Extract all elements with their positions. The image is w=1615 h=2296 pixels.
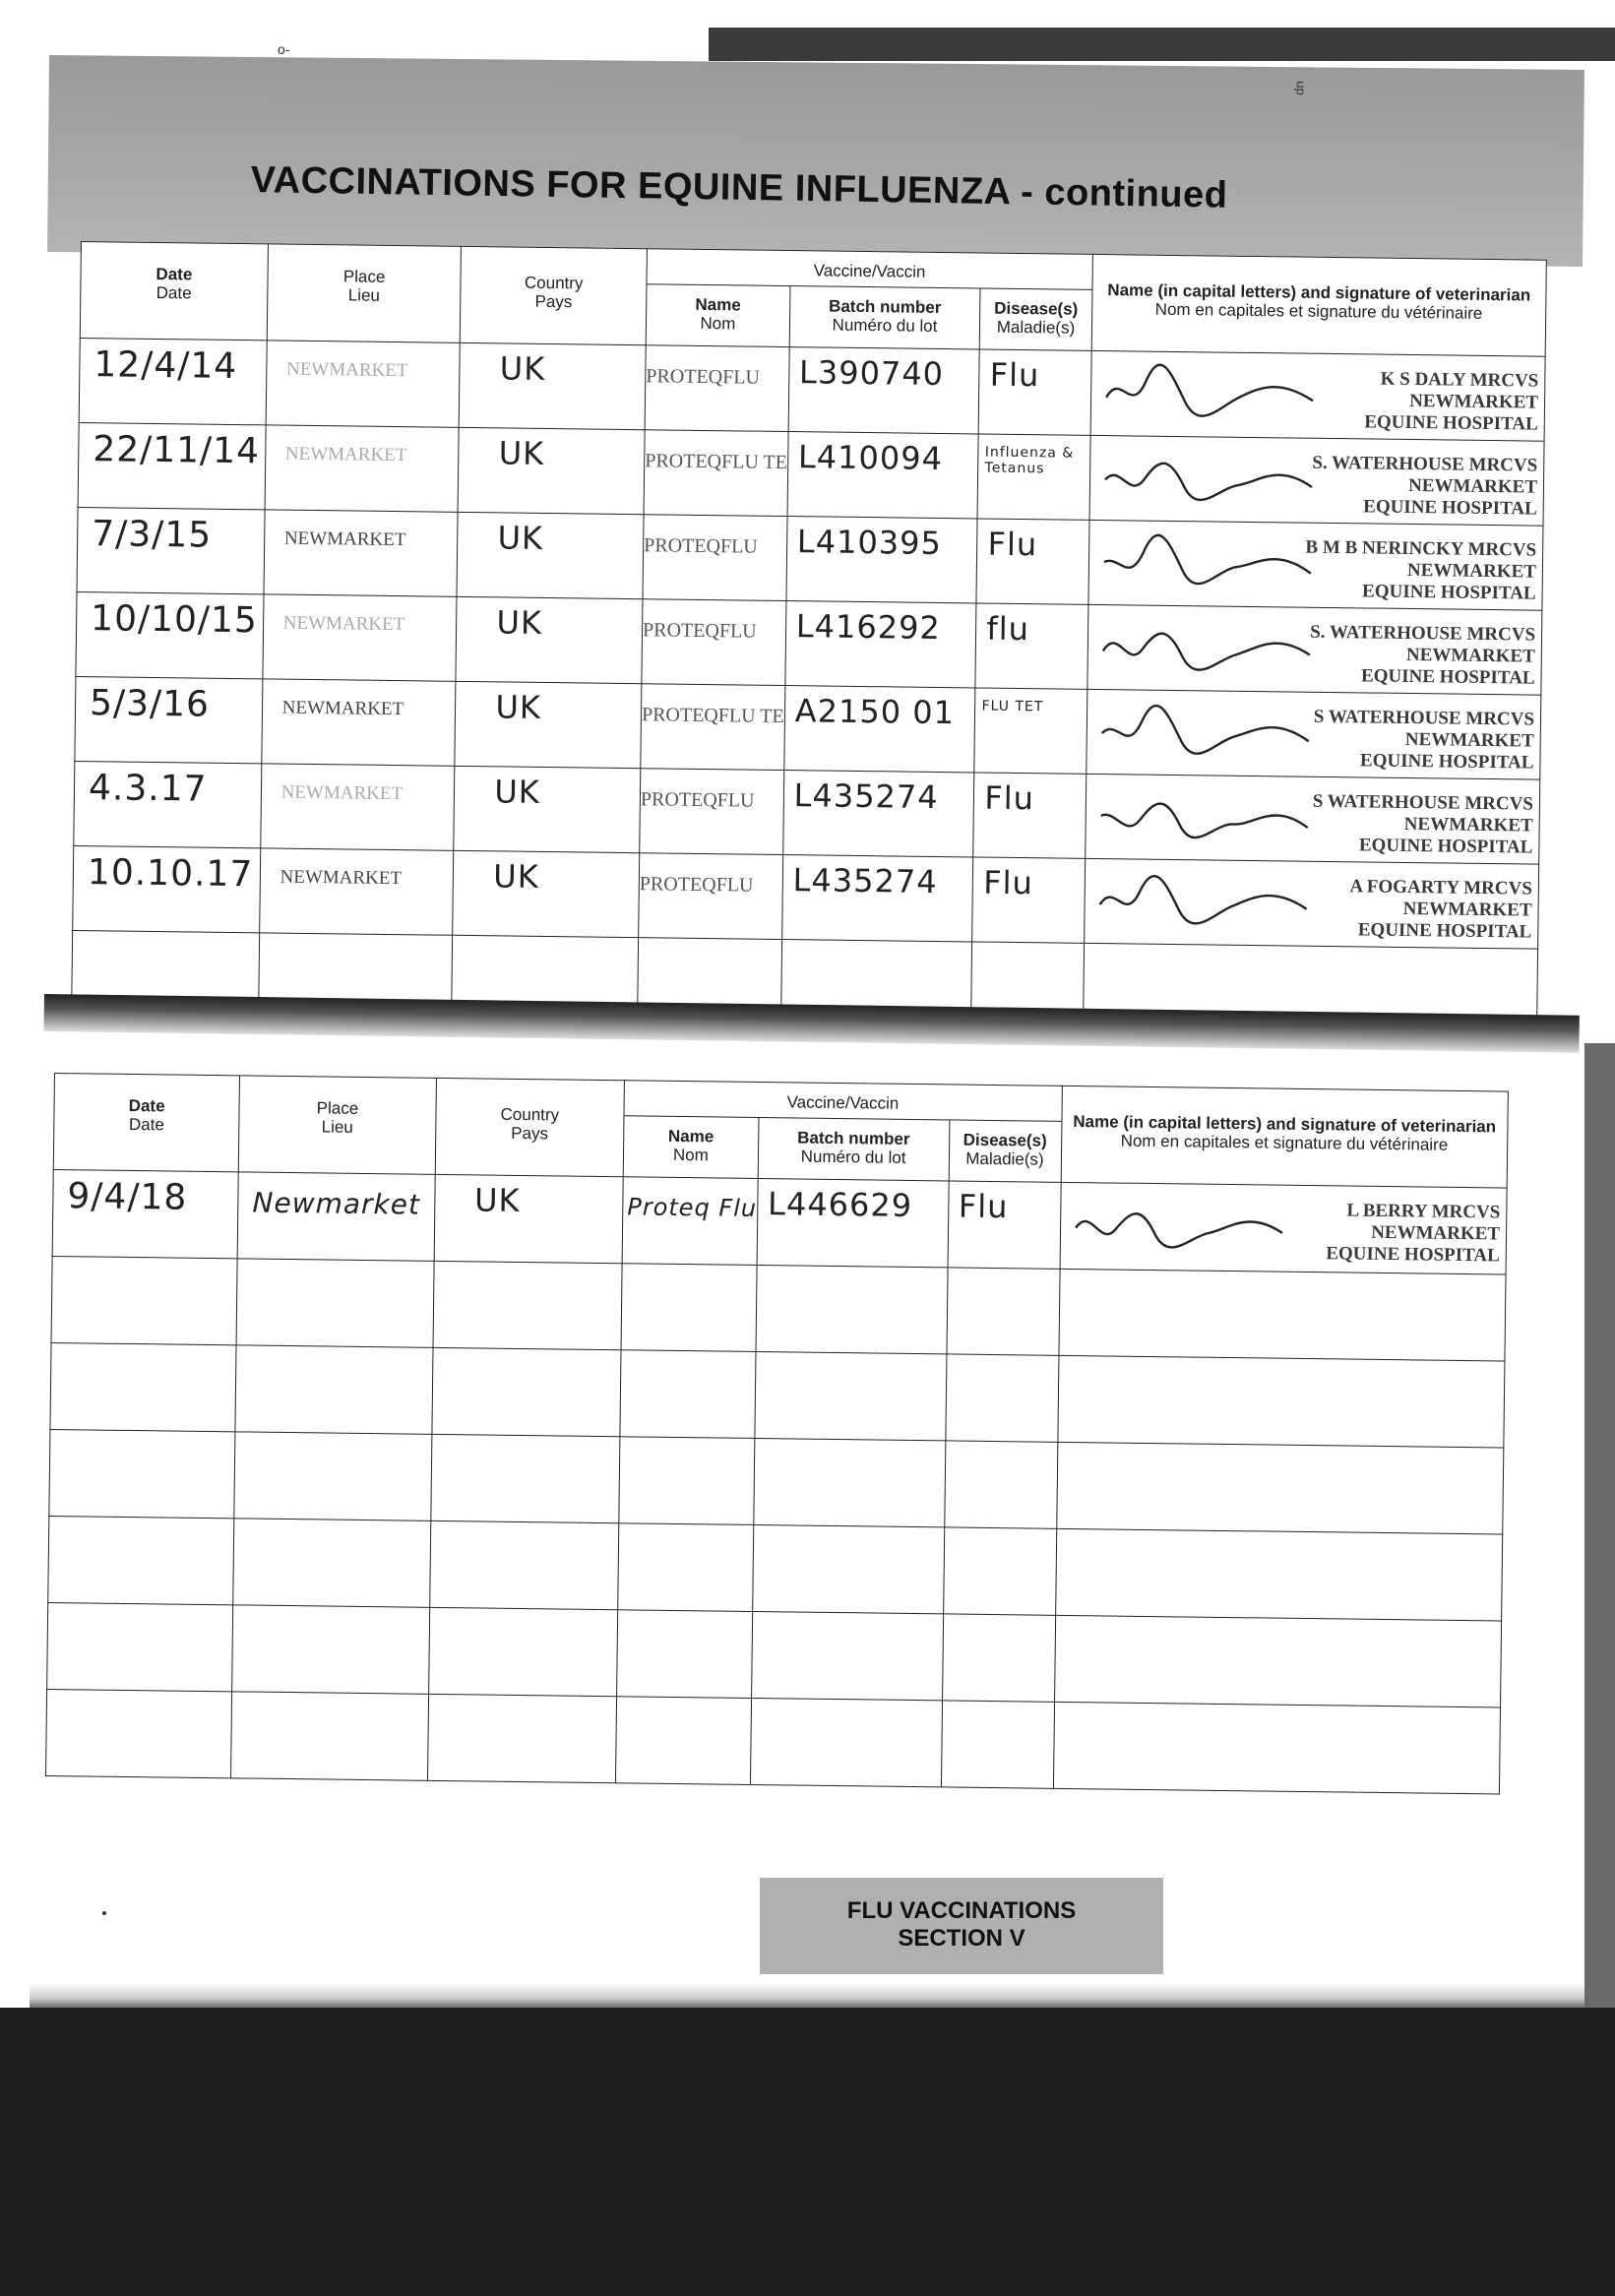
disease-cell [976,519,1088,604]
disease-cell [974,688,1087,774]
vaccine-name-cell-text: PROTEQFLU [639,873,754,897]
vet-stamp-line: EQUINE HOSPITAL [1364,411,1538,435]
signature-mark [1094,869,1312,931]
vet-cell [1086,689,1540,779]
header-batch: Batch number Numéro du lot [789,286,980,349]
country-cell [454,766,641,852]
vaccination-table-top [71,241,1547,1034]
signature-mark [1100,361,1318,423]
date-cell [52,1169,238,1258]
vet-cell [1057,1355,1505,1448]
vet-stamp-line: NEWMARKET [1371,1221,1501,1245]
vet-signature-block [1089,436,1543,521]
vet-cell [1053,1702,1501,1794]
signature-mark [1099,446,1317,508]
vaccine-name-cell [622,1177,758,1266]
vaccine-name-cell [640,769,784,855]
country-cell-text: UK [497,519,544,557]
disease-cell-text: Influenza & Tetanus [984,444,1075,477]
batch-cell [787,432,979,519]
vet-stamp-line: L BERRY MRCVS [1346,1200,1501,1223]
date-cell-text: 5/3/16 [89,683,211,725]
vet-stamp-line: S. WATERHOUSE MRCVS [1312,452,1538,476]
batch-cell [785,601,977,688]
date-cell [73,845,261,932]
batch-cell [788,347,980,434]
batch-cell-text: L410094 [797,438,944,478]
header-vaccine-name: Name Nom [623,1116,759,1179]
section-label-line1: FLU VACCINATIONS [846,1897,1077,1924]
vet-signature-block [1086,775,1539,859]
date-cell-text: 7/3/15 [92,514,213,556]
vet-signature-block [1088,521,1542,605]
date-cell [51,1256,237,1344]
batch-cell-text: A2150 01 [794,692,956,732]
table-row [46,1689,1501,1794]
header-date: Date Date [53,1074,239,1172]
batch-cell [756,1265,948,1353]
disease-cell-text: Flu [987,525,1038,564]
country-cell-text: UK [498,434,545,472]
vet-cell [1090,350,1545,441]
batch-cell [781,855,973,942]
header-country: Country Pays [435,1078,625,1176]
date-cell [76,591,264,678]
batch-cell-text: L416292 [795,607,942,648]
disease-cell [943,1527,1056,1615]
date-cell [46,1689,232,1777]
vet-cell [1087,604,1542,695]
vaccine-name-cell-text: PROTEQFLU TE [645,450,788,474]
date-cell [49,1429,235,1518]
signature-mark [1097,615,1315,677]
vet-signature-block [1087,605,1541,690]
date-cell-text: 10/10/15 [90,598,259,642]
country-cell [428,1607,617,1696]
place-cell [233,1519,431,1608]
vet-stamp-line: EQUINE HOSPITAL [1363,496,1537,520]
vet-stamp-line: NEWMARKET [1406,559,1537,583]
scan-speck [102,1911,106,1915]
section-label [760,1878,1163,1974]
date-cell [74,761,262,847]
country-cell-text: UK [495,688,542,726]
vet-stamp-line: NEWMARKET [1405,644,1535,667]
signature-mark [1096,700,1314,762]
disease-cell-text: Flu [983,863,1034,902]
vet-stamp-line: S WATERHOUSE MRCVS [1312,790,1534,815]
vaccine-name-cell-text: PROTEQFLU [644,534,758,558]
country-cell-text: UK [493,857,539,896]
place-cell-text: NEWMARKET [284,443,407,466]
vet-cell [1055,1528,1503,1621]
date-cell [48,1516,234,1604]
place-cell [259,848,454,935]
place-cell-text: Newmarket [252,1186,421,1221]
vet-stamp-line: NEWMARKET [1403,813,1533,837]
date-cell-text: 9/4/18 [67,1176,188,1218]
header-batch: Batch number Numéro du lot [758,1117,949,1180]
place-cell [231,1692,429,1781]
signature-mark [1070,1193,1287,1255]
header-vaccine-name: Name Nom [646,284,789,347]
date-cell-text: 22/11/14 [93,429,261,472]
place-cell [266,341,461,427]
date-cell [78,422,266,509]
disease-cell [942,1614,1055,1702]
disease-cell-text: Flu [989,355,1040,395]
place-cell-text: NEWMARKET [280,866,403,890]
disease-cell-text: FLU TET [981,698,1044,715]
date-cell [47,1602,233,1691]
batch-cell-text: L390740 [798,353,945,394]
vet-stamp-line: EQUINE HOSPITAL [1358,835,1533,858]
disease-cell [975,603,1087,689]
batch-cell [750,1698,942,1786]
header-place: Place Lieu [238,1076,436,1174]
place-cell [264,510,459,596]
country-cell [453,850,640,937]
vaccine-name-cell-text: PROTEQFLU [642,619,757,643]
country-cell [432,1347,621,1436]
country-cell-text: UK [499,349,546,388]
country-cell-text: UK [494,773,541,811]
country-cell [427,1694,616,1782]
vet-cell [1058,1269,1506,1361]
vet-stamp-line: B M B NERINCKY MRCVS [1305,536,1537,561]
vet-cell [1085,774,1539,864]
vet-stamp-line: EQUINE HOSPITAL [1326,1243,1500,1267]
scan-mark: o- [278,41,290,57]
date-cell-text: 12/4/14 [93,344,238,388]
vet-stamp-line: EQUINE HOSPITAL [1357,919,1532,943]
header-vaccine: Vaccine/Vaccin [647,249,1092,290]
vaccine-name-cell-text: PROTEQFLU [646,365,761,389]
header-vet: Name (in capital letters) and signature of veterinarian Nom en capitales et signature du vétérinaire [1061,1086,1509,1188]
vaccine-name-cell [617,1610,753,1699]
batch-cell [757,1178,949,1267]
place-cell-text: NEWMARKET [281,697,404,720]
vet-cell [1084,858,1538,949]
vet-stamp-line: NEWMARKET [1402,898,1532,921]
scan-shadow-bottom [0,2008,1615,2296]
batch-cell-text: L435274 [792,861,938,900]
disease-cell-text: Flu [958,1187,1009,1226]
place-cell [235,1345,433,1435]
date-cell-text: 10.10.17 [87,852,254,896]
date-cell [77,507,265,593]
disease-cell [941,1701,1054,1788]
disease-cell [945,1354,1058,1442]
vaccination-table-bottom [45,1073,1509,1795]
vet-signature-block [1085,859,1538,944]
place-cell [234,1432,432,1521]
batch-cell [751,1611,943,1700]
vet-stamp-line: S. WATERHOUSE MRCVS [1310,621,1536,646]
country-cell [433,1261,622,1349]
date-cell [75,676,263,763]
place-cell-text: NEWMARKET [282,612,405,636]
country-cell [458,427,645,514]
header-date: Date Date [80,242,268,341]
vaccine-name-cell [620,1350,756,1439]
vet-stamp-line: NEWMARKET [1407,474,1538,498]
disease-cell-text: flu [986,609,1030,649]
vaccine-name-cell [644,430,788,517]
vet-signature-block [1090,351,1544,436]
header-country: Country Pays [461,246,648,344]
country-cell-text: UK [496,603,543,642]
vaccine-name-cell [618,1523,754,1612]
signature-mark [1095,784,1313,846]
country-cell [460,342,647,429]
vaccine-name-cell [621,1264,757,1352]
vet-stamp-line: NEWMARKET [1409,390,1539,413]
header-disease: Disease(s) Maladie(s) [949,1120,1062,1182]
disease-cell [944,1441,1057,1528]
date-cell-text: 4.3.17 [88,768,208,810]
scan-shadow-right [1584,1043,1615,2027]
country-cell [455,681,642,768]
vet-stamp-line: K S DALY MRCVS [1380,368,1539,392]
place-cell [232,1605,430,1695]
country-cell [429,1520,618,1609]
vet-stamp-line: EQUINE HOSPITAL [1360,665,1535,689]
vaccine-name-cell-text: Proteq Flu [627,1193,758,1222]
disease-cell [978,349,1090,435]
section-label-line2: SECTION V [898,1925,1025,1952]
country-cell [456,596,643,683]
country-cell [434,1174,623,1263]
vaccine-name-cell [642,599,786,686]
vet-cell [1089,435,1544,526]
vaccine-name-cell [639,853,783,940]
place-cell-text: NEWMARKET [280,781,404,805]
vet-stamp-line: EQUINE HOSPITAL [1359,750,1534,774]
batch-cell-text: L446629 [767,1185,913,1224]
place-cell [263,594,458,681]
place-cell [260,764,455,850]
batch-cell [783,686,975,773]
header-vet: Name (in capital letters) and signature of veterinarian Nom en capitales et signature du vétérinaire [1091,254,1547,356]
batch-cell-text: L435274 [793,776,939,816]
vaccine-name-cell [641,684,785,771]
vet-cell [1056,1442,1504,1534]
date-cell [79,338,267,424]
place-cell-text: NEWMARKET [283,527,406,551]
vaccine-name-cell-text: PROTEQFLU [640,788,755,812]
vaccine-name-cell [645,345,789,432]
batch-cell [754,1438,946,1526]
vet-signature-block [1060,1183,1506,1268]
batch-cell [782,771,974,857]
country-cell [457,512,644,598]
vet-cell [1088,520,1543,610]
vaccine-name-cell [643,515,787,601]
vet-cell [1060,1182,1508,1274]
header-disease: Disease(s) Maladie(s) [980,288,1092,350]
vet-signature-block [1087,690,1540,775]
country-cell-text: UK [473,1181,521,1219]
place-cell-text: NEWMARKET [285,358,408,382]
vet-stamp-line: S WATERHOUSE MRCVS [1313,706,1535,730]
vet-stamp-line: NEWMARKET [1404,728,1534,752]
batch-cell [786,517,978,603]
place-cell [265,425,460,512]
batch-cell [755,1351,947,1440]
vaccine-name-cell-text: PROTEQFLU TE [641,704,784,728]
signature-mark [1098,530,1316,592]
vet-cell [1054,1615,1502,1707]
vet-stamp-line: A FOGARTY MRCVS [1349,876,1532,900]
scan-shadow-top [709,28,1615,61]
country-cell [430,1434,619,1522]
date-cell [50,1342,236,1431]
vaccine-name-cell [619,1437,755,1525]
batch-cell-text: L410395 [796,523,943,563]
place-cell [262,679,457,766]
header-place: Place Lieu [267,244,462,342]
scan-mark: up [1293,81,1309,95]
disease-cell [972,857,1085,943]
disease-cell [973,773,1086,858]
disease-cell [977,434,1089,520]
batch-cell [752,1524,944,1613]
page-title: VACCINATIONS FOR EQUINE INFLUENZA - continued [250,159,1228,217]
place-cell [237,1172,435,1262]
vaccine-name-cell [615,1697,751,1785]
disease-cell-text: Flu [984,778,1035,818]
disease-cell [946,1268,1059,1355]
disease-cell [948,1181,1061,1269]
header-vaccine: Vaccine/Vaccin [624,1081,1062,1122]
vet-stamp-line: EQUINE HOSPITAL [1361,581,1536,604]
place-cell [236,1259,434,1348]
